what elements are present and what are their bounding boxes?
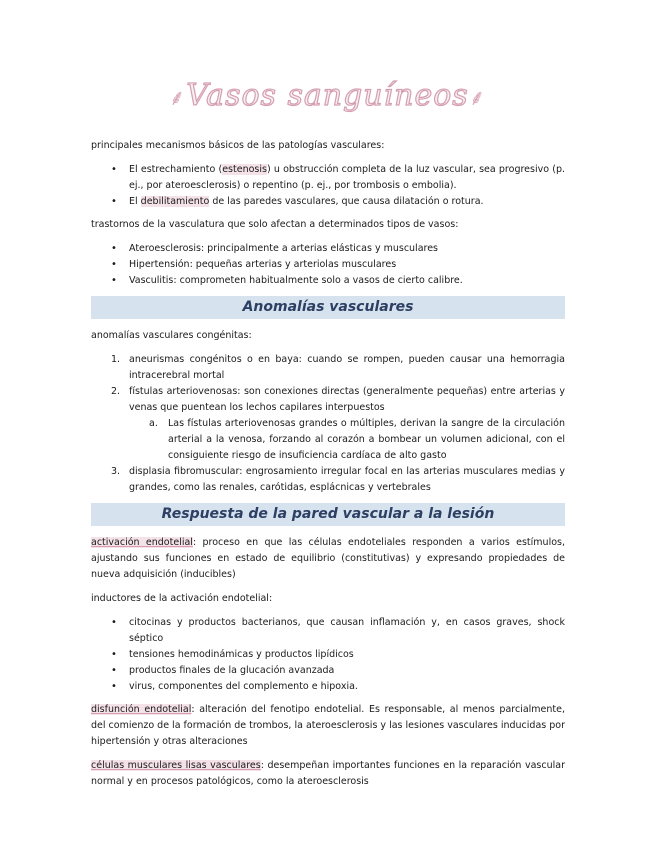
text-run: aneurismas congénitos o en baya: cuando se rompen, pueden causar una hemorragia intracerebral mortal (129, 354, 565, 381)
highlight-term: debilitamiento (140, 196, 210, 207)
intro1-lead: principales mecanismos básicos de las patologías vasculares: (91, 140, 385, 151)
list-item (91, 464, 565, 496)
text-run: El estrechamiento ( (129, 164, 223, 175)
section1-sublist (129, 416, 565, 464)
list-item: • Vasculitis: comprometen habitualmente solo a vasos de cierto calibre. (91, 273, 565, 289)
list-item (91, 162, 565, 194)
list-item: • Hipertensión: pequeñas arterias y arteriolas musculares (91, 257, 565, 273)
intro2-lead: trastornos de la vasculatura que solo afectan a determinados tipos de vasos: (91, 219, 459, 230)
list-item (91, 194, 565, 210)
item-number: 2. (111, 386, 121, 397)
text-run: : alteración del fenotipo endotelial. Es responsable, al menos parcialmente, del comienzo de la formación de trombos, la ateroesclerosis y las lesiones vasculares inducidas por hipertensión y otras alteraciones (91, 704, 565, 747)
text-run: displasia fibromuscular: engrosamiento irregular focal en las arterias musculares medias y grandes, como las renales, carótidas, esplácnicas y vertebrales (129, 466, 565, 493)
highlight-term: estenosis (222, 164, 267, 175)
title-text: Vasos sanguíneos (186, 78, 469, 113)
text-run: : desempeñan importantes funciones en la reparación vascular normal y en procesos patológicos, como la ateroesclerosis (91, 760, 565, 787)
intro2-list (91, 241, 565, 289)
item-number: 1. (111, 354, 121, 365)
sublist-item (129, 416, 565, 464)
section-heading-anomalias: Anomalías vasculares (91, 296, 565, 319)
section-heading-respuesta: Respuesta de la pared vascular a la lesión (91, 503, 565, 526)
title-ornament-right-icon: ⸙ (468, 86, 487, 111)
text-run: fístulas arteriovenosas: son conexiones directas (generalmente pequeñas) entre arterias y venas que puentean los lechos capilares interpuestos (129, 386, 565, 413)
highlight-term: células musculares lisas vasculares (91, 760, 261, 771)
section1-lead: anomalías vasculares congénitas: (91, 330, 252, 341)
paragraph-activacion (91, 535, 565, 583)
text-run: ) u obstrucción completa de la luz vascular, sea progresivo (p. ej., por ateroesclerosis) o repentino (p. ej., por trombosis o embolia). (129, 164, 566, 191)
list-item (91, 384, 565, 464)
list-item: • virus, componentes del complemento e hipoxia. (91, 679, 565, 695)
section2-list (91, 615, 565, 695)
list-item: • tensiones hemodinámicas y productos lipídicos (91, 647, 565, 663)
list-item: • Ateroesclerosis: principalmente a arterias elásticas y musculares (91, 241, 565, 257)
section1-list (91, 352, 565, 496)
text-run: : proceso en que las células endoteliales responden a varios estímulos, ajustando sus funciones en estado de equilibrio (constitutivas) y expresando propiedades de nueva adquisición (inducibles) (91, 537, 565, 580)
list-item (91, 352, 565, 384)
text-run: El (129, 196, 141, 207)
text-run: de las paredes vasculares, que causa dilatación o rotura. (209, 196, 484, 207)
highlight-term: disfunción endotelial (91, 704, 192, 715)
list-item: • productos finales de la glucación avanzada (91, 663, 565, 679)
intro1-list (91, 162, 565, 210)
item-letter: a. (149, 418, 158, 429)
list-item: • citocinas y productos bacterianos, que causan inflamación y, en casos graves, shock séptico (91, 615, 565, 647)
page-title (0, 78, 655, 113)
highlight-term: activación endotelial (91, 537, 193, 548)
section2-lead: inductores de la activación endotelial: (91, 593, 273, 604)
item-number: 3. (111, 466, 121, 477)
text-run: Las fístulas arteriovenosas grandes o múltiples, derivan la sangre de la circulación arterial a la venosa, forzando al corazón a bombear un volumen adicional, con el consiguiente riesgo de insuficiencia cardíaca de alto gasto (168, 418, 565, 461)
document-body (91, 138, 565, 798)
title-ornament-left-icon: ⸙ (168, 86, 187, 111)
paragraph-musculares (91, 758, 565, 790)
paragraph-disfuncion (91, 702, 565, 750)
